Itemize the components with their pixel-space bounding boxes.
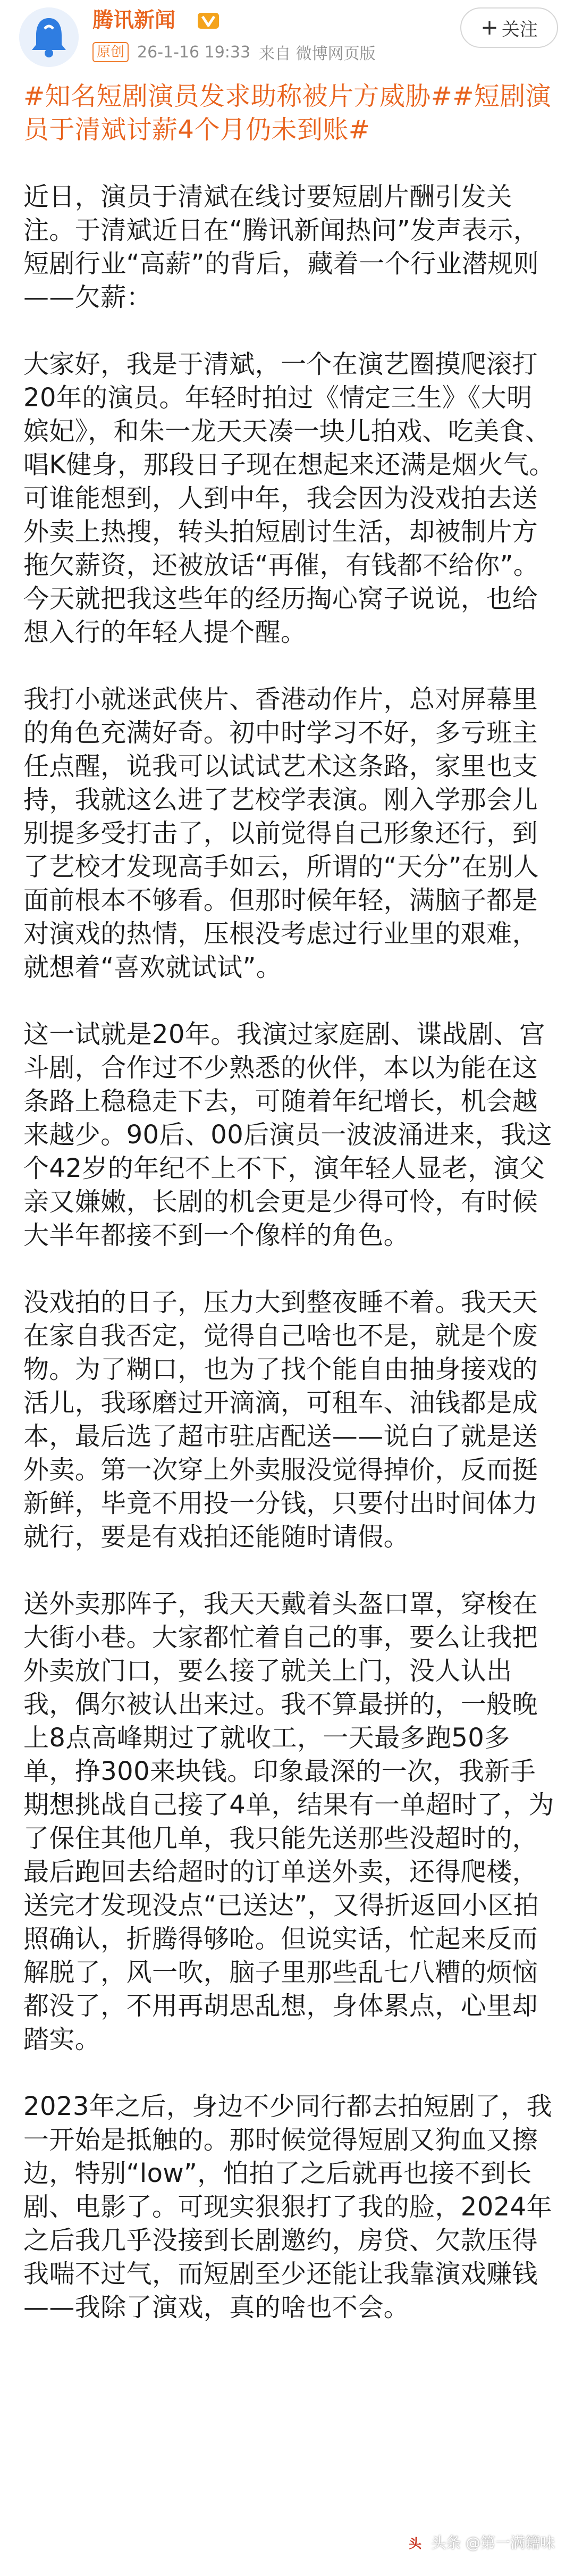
post-content <box>23 80 555 2358</box>
toutiao-logo-icon: 头 <box>404 2531 426 2553</box>
plus-icon: + <box>480 15 499 40</box>
paragraph: 这一试就是20年。我演过家庭剧、谍战剧、宫斗剧，合作过不少熟悉的伙伴，本以为能在这条路上稳稳走下去，可随着年纪增长，机会越来越少。90后、00后演员一波波涌进来，我这个42岁的年纪不上不下，演年轻人显老，演父亲又嫌嫩，长剧的机会更是少得可怜，有时候大半年都接不到一个像样的角色。 <box>23 1019 552 1250</box>
paragraph: 大家好，我是于清斌，一个在演艺圈摸爬滚打20年的演员。年轻时拍过《情定三生》《大明嫔妃》，和朱一龙天天凑一块儿拍戏、吃美食、唱K健身，那段日子现在想起来还满是烟火气。可谁能想到，人到中年，我会因为没戏拍去送外卖上热搜，转头拍短剧讨生活，却被制片方拖欠薪资，还被放话“再催，有钱都不给你”。今天就把我这些年的经历掏心窝子说说，也给想入行的年轻人提个醒。 <box>23 349 555 647</box>
avatar[interactable] <box>19 7 79 67</box>
paragraph: 送外卖那阵子，我天天戴着头盔口罩，穿梭在大街小巷。大家都忙着自己的事，要么让我把外卖放门口，要么接了就关上门，没人认出我，偶尔被认出来过。我不算最拼的，一般晚上8点高峰期过了就收工，一天最多跑50多单，挣300来块钱。印象最深的一次，我新手期想挑战自己接了4单，结果有一单超时了，为了保住其他几单，我只能先送那些没超时的，最后跑回去给超时的订单送外卖，还得爬楼，送完才发现没点“已送达”，又得折返回小区拍照确认，折腾得够呛。但说实话，忙起来反而解脱了，风一吹，脑子里那些乱七八糟的烦恼都没了，不用再胡思乱想，身体累点，心里却踏实。 <box>23 1589 554 2054</box>
post-header <box>0 0 574 80</box>
post-date: 26-1-16 19:33 <box>137 43 251 62</box>
watermark <box>404 2531 555 2553</box>
hashtag-title[interactable]: #知名短剧演员发求助称被片方威胁##短剧演员于清斌讨薪4个月仍未到账# <box>23 81 552 145</box>
post-meta <box>92 40 376 64</box>
follow-button[interactable] <box>460 7 558 48</box>
paragraph: 我打小就迷武侠片、香港动作片，总对屏幕里的角色充满好奇。初中时学习不好，多亏班主任点醒，说我可以试试艺术这条路，家里也支持，我就这么进了艺校学表演。刚入学那会儿别提多受打击了，以前觉得自己形象还行，到了艺校才发现高手如云，所谓的“天分”在别人面前根本不够看。但那时候年轻，满脑子都是对演戏的热情，压根没考虑过行业里的艰难，就想着“喜欢就试试”。 <box>23 684 539 982</box>
post-source: 来自 微博网页版 <box>259 45 376 63</box>
follow-label: 关注 <box>501 19 538 40</box>
paragraph: 没戏拍的日子，压力大到整夜睡不着。我天天在家自我否定，觉得自己啥也不是，就是个废物。为了糊口，也为了找个能自由抽身接戏的活儿，我琢磨过开滴滴，可租车、油钱都是成本，最后选了超市驻店配送——说白了就是送外卖。第一次穿上外卖服没觉得掉价，反而挺新鲜，毕竟不用投一分钱，只要付出时间体力就行，要是有戏拍还能随时请假。 <box>23 1287 538 1552</box>
original-badge: 原创 <box>92 42 129 62</box>
post-intro: 近日，演员于清斌在线讨要短剧片酬引发关注。于清斌近日在“腾讯新闻热问”发声表示，短剧行业“高薪”的背后，藏着一个行业潜规则——欠薪： <box>23 182 539 312</box>
verified-v-icon <box>198 12 219 30</box>
paragraph: 2023年之后，身边不少同行都去拍短剧了，我一开始是抵触的。那时候觉得短剧又狗血又擦边，特别“low”，怕拍了之后就再也接不到长剧、电影了。可现实狠狠打了我的脸，2024年之后我几乎没接到长剧邀约，房贷、欠款压得我喘不过气，而短剧至少还能让我靠演戏赚钱——我除了演戏，真的啥也不会。 <box>23 2092 552 2322</box>
author-name[interactable]: 腾讯新闻 <box>92 9 176 32</box>
watermark-text: 头条 @第一满籍味 <box>431 2534 555 2552</box>
bell-logo-icon <box>19 7 79 67</box>
